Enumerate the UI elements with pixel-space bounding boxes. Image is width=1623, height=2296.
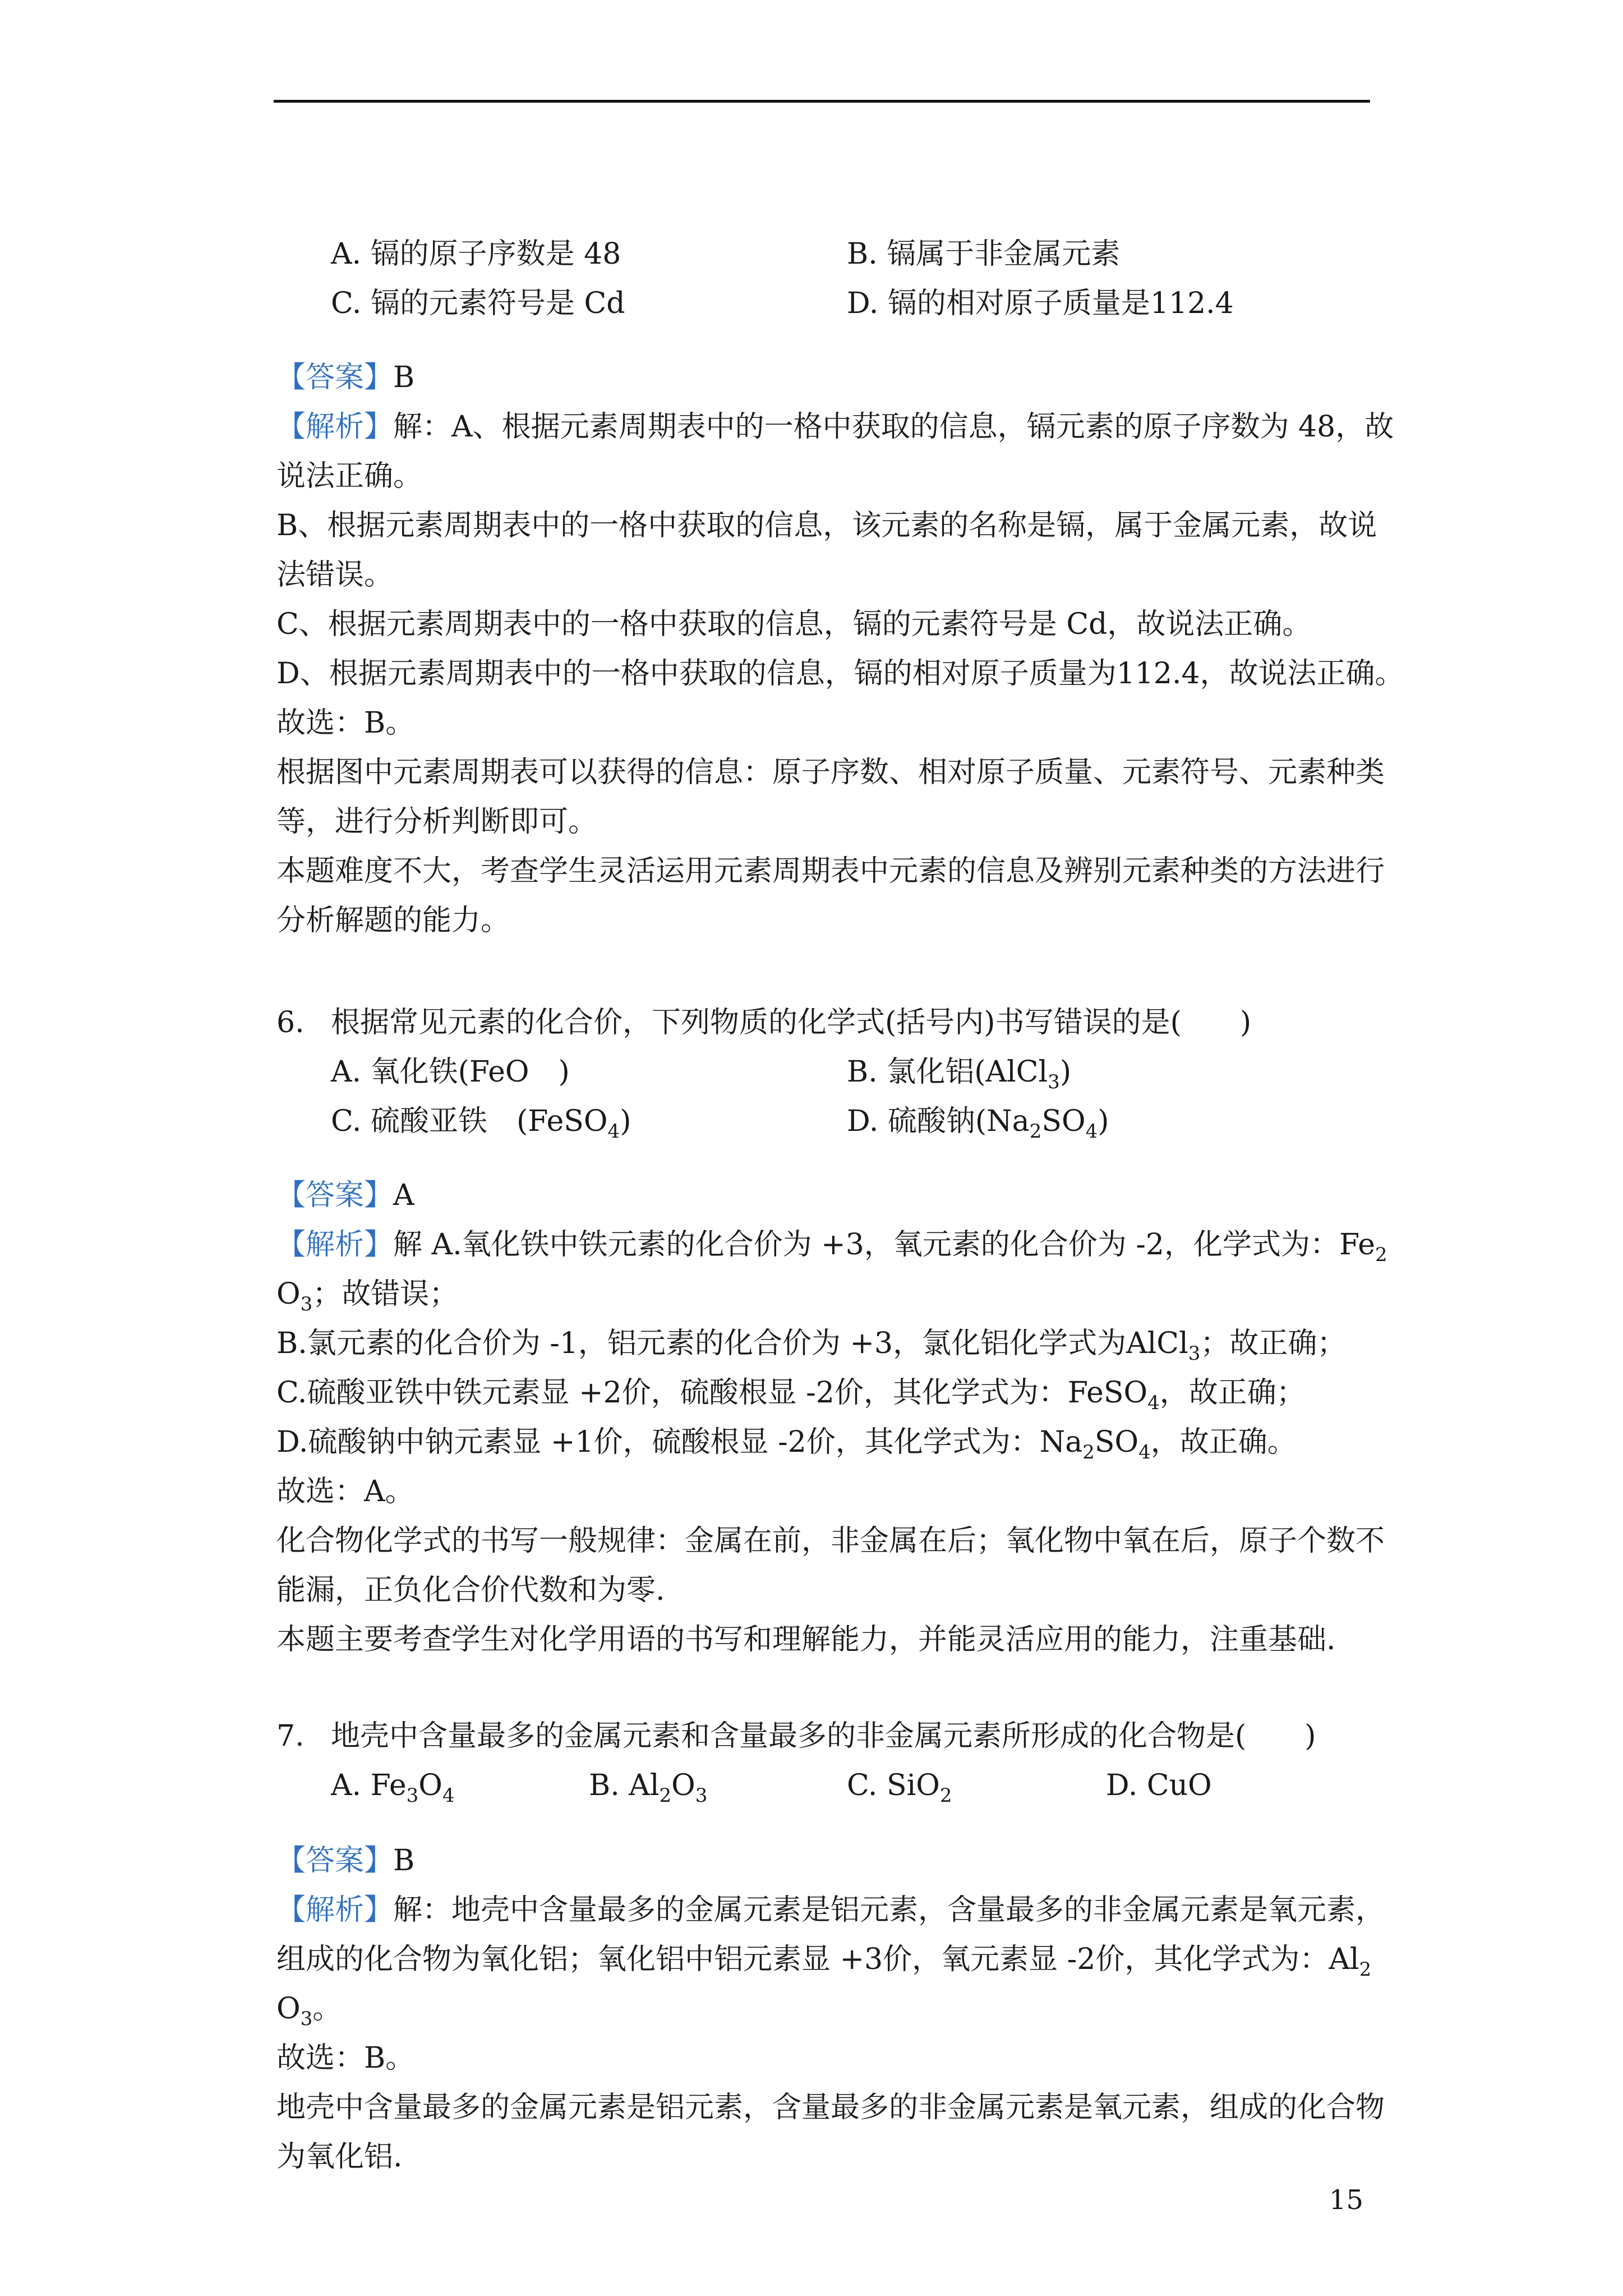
subscript: 4 <box>1138 1441 1151 1464</box>
q6-analysis-line-7: 化合物化学式的书写一般规律：金属在前，非金属在后；氧化物中氧在后，原子个数不 <box>276 1524 1385 1558</box>
analysis-tag: 【解析】 <box>276 410 394 444</box>
formula-part: O <box>276 1277 301 1311</box>
subscript: 3 <box>406 1784 419 1807</box>
q6-option-d-text: D. 硫酸钠(Na <box>847 1105 1030 1138</box>
q7-option-c <box>847 1766 952 1805</box>
q7-analysis-line-4: 故选：B。 <box>276 2041 415 2075</box>
q7-number: 7. <box>276 1719 305 1753</box>
q7-option-d: D. CuO <box>1106 1769 1212 1802</box>
q6-option-b-close: ) <box>1059 1055 1072 1089</box>
q5-analysis-line-6: D、根据元素周期表中的一格中获取的信息，镉的相对原子质量为112.4，故说法正确。 <box>276 657 1404 691</box>
q5-analysis-line-10: 本题难度不大，考查学生灵活运用元素周期表中元素的信息及辨别元素种类的方法进行 <box>276 854 1385 888</box>
q6-option-b <box>847 1052 1071 1092</box>
answer-value: B <box>393 1844 415 1878</box>
q5-analysis-line-11: 分析解题的能力。 <box>276 904 510 937</box>
q6-analysis-line-3 <box>276 1324 1346 1363</box>
analysis-text: 解：A、根据元素周期表中的一格中获取的信息，镉元素的原子序数为 48，故 <box>393 410 1394 444</box>
q6-analysis-line-8: 能漏，正负化合价代数和为零. <box>276 1573 665 1607</box>
analysis-text: ，故正确； <box>1159 1376 1306 1410</box>
q5-analysis-line-5: C、根据元素周期表中的一格中获取的信息，镉的元素符号是 Cd，故说法正确。 <box>276 608 1312 641</box>
q6-stem: 根据常见元素的化合价，下列物质的化学式(括号内)书写错误的是( ) <box>331 1006 1252 1039</box>
q6-analysis-line-9: 本题主要考查学生对化学用语的书写和理解能力，并能灵活应用的能力，注重基础. <box>276 1623 1336 1657</box>
subscript: 3 <box>695 1784 708 1807</box>
answer-value: B <box>393 361 415 394</box>
analysis-text: B.氯元素的化合价为 -1，铝元素的化合价为 +3，氯化铝化学式为AlCl <box>276 1327 1188 1360</box>
q7-analysis-line-5: 地壳中含量最多的金属元素是铝元素，含量最多的非金属元素是氧元素，组成的化合物 <box>276 2091 1385 2124</box>
formula-part: SO <box>1094 1425 1139 1459</box>
q7-option-a <box>331 1766 455 1805</box>
analysis-text: ；故正确； <box>1200 1327 1347 1360</box>
q6-option-c-close: ) <box>620 1105 631 1138</box>
analysis-text: 解 A.氧化铁中铁元素的化合价为 +3，氧元素的化合价为 -2，化学式为： <box>393 1228 1339 1262</box>
q7-answer <box>276 1841 414 1880</box>
subscript: 2 <box>1359 1958 1372 1981</box>
q6-analysis-line-6: 故选：A。 <box>276 1475 414 1508</box>
q6-analysis-line-1 <box>276 1225 1387 1264</box>
q6-number: 6. <box>276 1006 305 1039</box>
formula-part: O <box>276 1992 301 2026</box>
subscript: 2 <box>1029 1120 1042 1143</box>
q5-option-d: D. 镉的相对原子质量是112.4 <box>847 287 1234 320</box>
q7-option-b-text: B. Al <box>589 1769 660 1802</box>
subscript: 2 <box>1082 1441 1095 1464</box>
answer-value: A <box>393 1179 414 1212</box>
q5-answer <box>276 358 414 397</box>
q5-analysis-line-4: 法错误。 <box>276 558 394 592</box>
q6-option-d <box>847 1102 1109 1141</box>
page-number: 15 <box>1329 2184 1363 2216</box>
subscript: 3 <box>300 2008 313 2030</box>
analysis-tag: 【解析】 <box>276 1893 394 1927</box>
q5-analysis-line-3: B、根据元素周期表中的一格中获取的信息，该元素的名称是镉，属于金属元素，故说 <box>276 509 1377 542</box>
analysis-text: 。 <box>312 1992 342 2026</box>
formula-part: Fe <box>1339 1228 1376 1262</box>
analysis-text: ；故错误； <box>312 1277 459 1311</box>
answer-tag: 【答案】 <box>276 1844 394 1878</box>
q5-analysis-line-2: 说法正确。 <box>276 459 423 493</box>
analysis-text: D.硫酸钠中钠元素显 +1价，硫酸根显 -2价，其化学式为：Na <box>276 1425 1083 1459</box>
subscript: 4 <box>1085 1120 1098 1143</box>
q5-analysis-line-7: 故选：B。 <box>276 706 415 740</box>
formula-part: O <box>671 1769 695 1802</box>
analysis-text: 组成的化合物为氧化铝；氧化铝中铝元素显 +3价，氧元素显 -2价，其化学式为：Al <box>276 1943 1359 1976</box>
q6-option-d-mid: SO <box>1041 1105 1086 1138</box>
q7-analysis-line-6: 为氧化铝. <box>276 2140 403 2174</box>
q6-analysis-line-2 <box>276 1274 458 1314</box>
q7-option-a-text: A. Fe <box>331 1769 407 1802</box>
analysis-text: 解：地壳中含量最多的金属元素是铝元素，含量最多的非金属元素是氧元素， <box>393 1893 1385 1927</box>
q6-option-d-close: ) <box>1098 1105 1109 1138</box>
subscript: 3 <box>1188 1342 1201 1365</box>
subscript: 3 <box>1048 1071 1060 1093</box>
analysis-text: ，故正确。 <box>1150 1425 1297 1459</box>
q5-option-b: B. 镉属于非金属元素 <box>847 237 1121 271</box>
q6-option-c <box>331 1102 631 1141</box>
analysis-tag: 【解析】 <box>276 1228 394 1262</box>
q7-option-b <box>589 1766 707 1805</box>
q7-stem: 地壳中含量最多的金属元素和含量最多的非金属元素所形成的化合物是( ) <box>331 1719 1316 1753</box>
q5-analysis-line-1 <box>276 407 1394 447</box>
subscript: 2 <box>1375 1244 1387 1266</box>
analysis-text: C.硫酸亚铁中铁元素显 +2价，硫酸根显 -2价，其化学式为：FeSO <box>276 1376 1148 1410</box>
q5-analysis-line-8: 根据图中元素周期表可以获得的信息：原子序数、相对原子质量、元素符号、元素种类 <box>276 756 1385 789</box>
subscript: 4 <box>1147 1392 1160 1414</box>
subscript: 4 <box>607 1120 620 1143</box>
q5-option-c: C. 镉的元素符号是 Cd <box>331 287 625 320</box>
q6-analysis-line-5 <box>276 1423 1297 1462</box>
q5-analysis-line-9: 等，进行分析判断即可。 <box>276 805 598 839</box>
subscript: 3 <box>300 1293 313 1315</box>
q7-analysis-line-2 <box>276 1940 1371 1979</box>
q7-analysis-line-3 <box>276 1989 342 2028</box>
q6-option-a: A. 氧化铁(FeO ) <box>331 1055 570 1089</box>
q6-option-b-text: B. 氯化铝(AlCl <box>847 1055 1048 1089</box>
subscript: 4 <box>442 1784 455 1807</box>
q6-option-c-text: C. 硫酸亚铁 (FeSO <box>331 1105 608 1138</box>
answer-tag: 【答案】 <box>276 1179 394 1212</box>
q6-answer <box>276 1176 414 1215</box>
subscript: 2 <box>939 1784 952 1807</box>
q5-option-a: A. 镉的原子序数是 48 <box>331 237 621 271</box>
answer-tag: 【答案】 <box>276 361 394 394</box>
subscript: 2 <box>659 1784 672 1807</box>
formula-part: O <box>418 1769 442 1802</box>
q7-option-c-text: C. SiO <box>847 1769 940 1802</box>
q7-analysis-line-1 <box>276 1890 1385 1930</box>
q6-analysis-line-4 <box>276 1373 1306 1412</box>
header-rule <box>274 100 1370 103</box>
